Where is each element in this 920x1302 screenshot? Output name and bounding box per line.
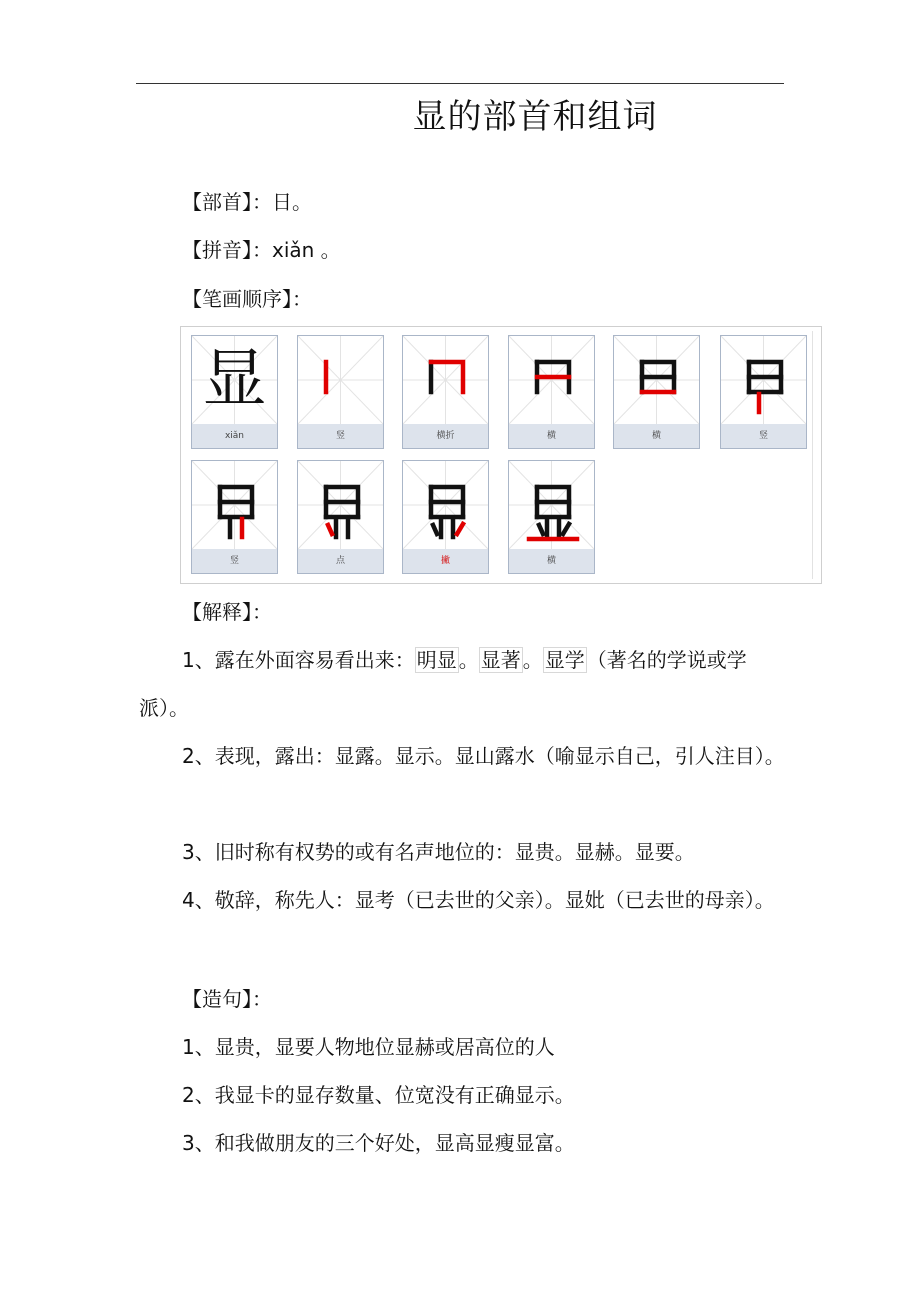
current-stroke bbox=[328, 525, 332, 534]
main-character: 显 bbox=[202, 343, 267, 417]
explanation-2: 2、表现，露出：显露。显示。显山露水（喻显示自己，引人注目）。 bbox=[182, 744, 785, 768]
explanation-1-text: 1、露在外面容易看出来： bbox=[182, 648, 415, 672]
stroke-cell-2 bbox=[402, 335, 489, 449]
stroke-label: 竖 bbox=[721, 424, 806, 448]
stroke-cell-7 bbox=[297, 460, 384, 574]
stroke-label: 点 bbox=[298, 549, 383, 573]
done-stroke bbox=[563, 524, 569, 534]
done-stroke bbox=[539, 525, 543, 534]
grid-guide bbox=[721, 336, 806, 424]
grid-guide bbox=[403, 336, 488, 424]
stroke-label: xiǎn bbox=[192, 424, 277, 448]
stroke-cell-6 bbox=[191, 460, 278, 574]
sentence-2: 2、我显卡的显存数量、位宽没有正确显示。 bbox=[182, 1083, 575, 1107]
header-rule bbox=[136, 83, 784, 84]
radical-line: 【部首】：日。 bbox=[182, 190, 312, 214]
stroke-cell-4 bbox=[613, 335, 700, 449]
stroke-order-panel bbox=[180, 326, 822, 584]
separator: 。 bbox=[522, 648, 543, 672]
stroke-label: 横 bbox=[614, 424, 699, 448]
grid-guide bbox=[298, 461, 383, 549]
stroke-label: 横 bbox=[509, 549, 594, 573]
explanation-4: 4、敬辞，称先人：显考（已去世的父亲）。显妣（已去世的母亲）。 bbox=[182, 888, 775, 912]
stroke-cell-char bbox=[191, 335, 278, 449]
word-link-mingxian[interactable]: 明显 bbox=[416, 648, 457, 672]
grid-guide bbox=[509, 336, 594, 424]
stroke-cell-1 bbox=[297, 335, 384, 449]
sentence-3: 3、和我做朋友的三个好处，显高显瘦显富。 bbox=[182, 1131, 575, 1155]
sentence-label: 【造句】： bbox=[182, 987, 272, 1011]
stroke-cell-5 bbox=[720, 335, 807, 449]
grid-guide bbox=[192, 461, 277, 549]
stroke-cell-3 bbox=[508, 335, 595, 449]
done-stroke bbox=[433, 525, 437, 534]
word-link-xianxue[interactable]: 显学 bbox=[544, 648, 585, 672]
separator: 。 bbox=[458, 648, 479, 672]
stroke-label: 横折 bbox=[403, 424, 488, 448]
stroke-label: 竖 bbox=[192, 549, 277, 573]
current-stroke bbox=[457, 524, 463, 534]
stroke-label: 横 bbox=[509, 424, 594, 448]
stroke-cell-8 bbox=[402, 460, 489, 574]
page-title: 显的部首和组词 bbox=[412, 97, 658, 137]
explain-label: 【解释】： bbox=[182, 600, 272, 624]
sentence-1: 1、显贵，显要人物地位显赫或居高位的人 bbox=[182, 1035, 555, 1059]
stroke-label: 撇 bbox=[403, 549, 488, 573]
word-link-xianzhu[interactable]: 显著 bbox=[480, 648, 521, 672]
explanation-3: 3、旧时称有权势的或有名声地位的：显贵。显赫。显要。 bbox=[182, 840, 695, 864]
explanation-1 bbox=[139, 636, 789, 732]
grid-guide bbox=[509, 461, 594, 549]
explanation-1-tail: （著名的学说或学派）。 bbox=[139, 648, 747, 720]
grid-guide bbox=[298, 336, 383, 424]
grid-guide bbox=[614, 336, 699, 424]
stroke-order-label: 【笔画顺序】： bbox=[182, 287, 312, 311]
grid-guide bbox=[403, 461, 488, 549]
stroke-cell-9 bbox=[508, 460, 595, 574]
panel-scrollbar[interactable] bbox=[812, 331, 817, 579]
stroke-label: 竖 bbox=[298, 424, 383, 448]
pinyin-line: 【拼音】：xiǎn 。 bbox=[182, 238, 341, 262]
